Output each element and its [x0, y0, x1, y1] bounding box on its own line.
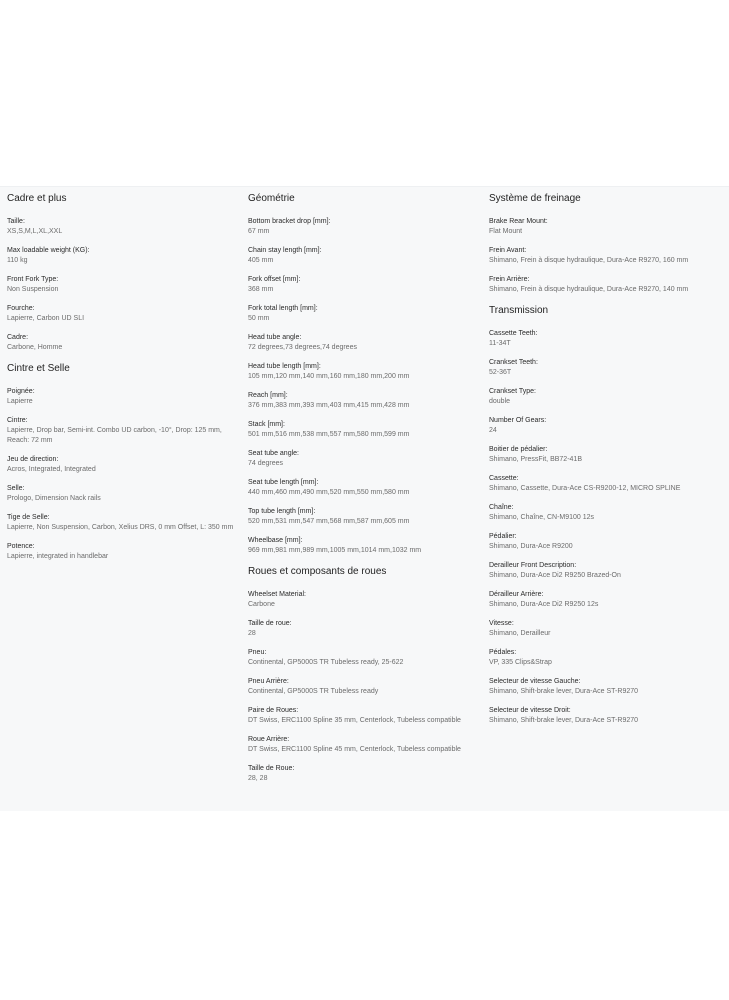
spec-item	[248, 391, 484, 411]
spec-column-2	[248, 193, 484, 794]
spec-label: Wheelset Material:	[248, 591, 306, 598]
spec-value: 520 mm,531 mm,547 mm,568 mm,587 mm,605 mm	[248, 518, 410, 525]
spec-item	[248, 706, 484, 726]
spec-label: Pneu Arrière:	[248, 678, 289, 685]
spec-label: Stack [mm]:	[248, 421, 285, 428]
spec-item	[489, 329, 725, 349]
spec-item	[7, 387, 243, 407]
spec-label: Paire de Roues:	[248, 707, 299, 714]
spec-item	[7, 455, 243, 475]
spec-value: 52-36T	[489, 369, 512, 376]
spec-item	[248, 677, 484, 697]
spec-value: 67 mm	[248, 228, 270, 235]
spec-label: Bottom bracket drop [mm]:	[248, 218, 331, 225]
spec-value: Lapierre	[7, 398, 33, 405]
spec-label: Roue Arrière:	[248, 736, 290, 743]
spec-item	[489, 648, 725, 668]
spec-item	[489, 590, 725, 610]
spec-label: Crankset Teeth:	[489, 359, 538, 366]
spec-item	[248, 619, 484, 639]
spec-item	[7, 217, 243, 237]
section-title: Géométrie	[248, 193, 295, 204]
spec-value: Shimano, Cassette, Dura-Ace CS-R9200-12, MICRO SPLINE	[489, 485, 681, 492]
spec-label: Wheelbase [mm]:	[248, 537, 303, 544]
spec-item	[248, 362, 484, 382]
spec-value: 110 kg	[7, 257, 28, 264]
spec-section	[7, 193, 243, 353]
spec-label: Cadre:	[7, 334, 29, 341]
spec-value: Shimano, Dura-Ace R9200	[489, 543, 573, 550]
spec-item	[248, 449, 484, 469]
spec-value: Flat Mount	[489, 228, 523, 235]
spec-label: Taille de roue:	[248, 620, 292, 627]
spec-item	[489, 532, 725, 552]
spec-item	[7, 333, 243, 353]
spec-label: Chaîne:	[489, 504, 514, 511]
spec-value: 28	[248, 630, 256, 637]
spec-value: Prologo, Dimension Nack rails	[7, 495, 101, 502]
spec-label: Potence:	[7, 543, 35, 550]
spec-label: Cassette Teeth:	[489, 330, 538, 337]
spec-value: DT Swiss, ERC1100 Spline 45 mm, Centerlock, Tubeless compatible	[248, 746, 461, 753]
spec-item	[489, 474, 725, 494]
spec-item	[248, 246, 484, 266]
spec-item	[248, 275, 484, 295]
spec-value: 368 mm	[248, 286, 274, 293]
spec-section	[248, 566, 484, 784]
spec-label: Fork offset [mm]:	[248, 276, 301, 283]
section-title: Système de freinage	[489, 193, 581, 204]
spec-value: Lapierre, integrated in handlebar	[7, 553, 109, 560]
spec-item	[489, 246, 725, 266]
spec-item	[489, 445, 725, 465]
spec-value: 969 mm,981 mm,989 mm,1005 mm,1014 mm,1032 mm	[248, 547, 422, 554]
spec-value: Shimano, Dura-Ace Di2 R9250 Brazed-On	[489, 572, 621, 579]
spec-column-3	[489, 193, 725, 736]
spec-item	[7, 246, 243, 266]
spec-value: Shimano, Shift-brake lever, Dura-Ace ST-R9270	[489, 717, 639, 724]
spec-value: 376 mm,383 mm,393 mm,403 mm,415 mm,428 mm	[248, 402, 410, 409]
spec-label: Number Of Gears:	[489, 417, 547, 424]
spec-label: Derailleur Front Description:	[489, 562, 577, 569]
spec-value: Lapierre, Non Suspension, Carbon, Xelius DRS, 0 mm Offset, L: 350 mm	[7, 524, 234, 531]
spec-label: Selle:	[7, 485, 25, 492]
section-title: Roues et composants de roues	[248, 566, 387, 577]
spec-value: DT Swiss, ERC1100 Spline 35 mm, Centerlock, Tubeless compatible	[248, 717, 461, 724]
spec-item	[489, 503, 725, 523]
spec-label: Taille:	[7, 218, 25, 225]
spec-item	[248, 507, 484, 527]
spec-label: Seat tube angle:	[248, 450, 299, 457]
spec-value: XS,S,M,L,XL,XXL	[7, 228, 63, 235]
spec-section	[489, 305, 725, 726]
spec-value: Carbone, Homme	[7, 344, 63, 351]
spec-value: Carbone	[248, 601, 275, 608]
spec-item	[7, 275, 243, 295]
spec-value: Continental, GP5000S TR Tubeless ready	[248, 688, 379, 695]
spec-label: Vitesse:	[489, 620, 514, 627]
spec-value: Shimano, Frein à disque hydraulique, Dura-Ace R9270, 140 mm	[489, 286, 689, 293]
spec-item	[248, 735, 484, 755]
spec-item	[248, 304, 484, 324]
spec-item	[248, 217, 484, 237]
spec-label: Pédalier:	[489, 533, 517, 540]
spec-label: Frein Arrière:	[489, 276, 530, 283]
spec-label: Frein Avant:	[489, 247, 527, 254]
spec-label: Pneu:	[248, 649, 267, 656]
spec-value: Continental, GP5000S TR Tubeless ready, 25-622	[248, 659, 404, 666]
spec-value: 28, 28	[248, 775, 268, 782]
spec-value: 105 mm,120 mm,140 mm,160 mm,180 mm,200 mm	[248, 373, 410, 380]
spec-value: Lapierre, Carbon UD SLI	[7, 315, 85, 322]
spec-item	[489, 619, 725, 639]
spec-label: Tige de Selle:	[7, 514, 50, 521]
spec-item	[248, 590, 484, 610]
spec-value: 405 mm	[248, 257, 274, 264]
section-title: Cadre et plus	[7, 193, 67, 204]
spec-label: Top tube length [mm]:	[248, 508, 316, 515]
spec-item	[248, 420, 484, 440]
spec-value: 24	[489, 427, 497, 434]
spec-value: Shimano, Shift-brake lever, Dura-Ace ST-R9270	[489, 688, 639, 695]
spec-value: Acros, Integrated, Integrated	[7, 466, 96, 473]
spec-label: Head tube angle:	[248, 334, 302, 341]
spec-item	[489, 561, 725, 581]
spec-value: 501 mm,516 mm,538 mm,557 mm,580 mm,599 mm	[248, 431, 410, 438]
spec-label: Chain stay length [mm]:	[248, 247, 322, 254]
spec-item	[7, 484, 243, 504]
spec-value: 50 mm	[248, 315, 270, 322]
spec-value: Shimano, Chaîne, CN-M9100 12s	[489, 514, 595, 521]
spec-item	[7, 304, 243, 324]
spec-label: Dérailleur Arrière:	[489, 591, 544, 598]
spec-value: 74 degrees	[248, 460, 284, 467]
spec-item	[248, 478, 484, 498]
spec-label: Jeu de direction:	[7, 456, 59, 463]
spec-item	[248, 648, 484, 668]
spec-label: Poignée:	[7, 388, 35, 395]
spec-section	[248, 193, 484, 556]
spec-section	[7, 363, 243, 562]
spec-label: Boitier de pédalier:	[489, 446, 548, 453]
spec-item	[489, 677, 725, 697]
spec-value: Shimano, Dura-Ace Di2 R9250 12s	[489, 601, 599, 608]
spec-item	[7, 513, 243, 533]
spec-item	[489, 275, 725, 295]
spec-label: Fork total length [mm]:	[248, 305, 318, 312]
spec-value: 72 degrees,73 degrees,74 degrees	[248, 344, 357, 351]
spec-item	[7, 542, 243, 562]
spec-item	[489, 387, 725, 407]
spec-value: 11-34T	[489, 340, 511, 347]
spec-section	[489, 193, 725, 295]
spec-item	[489, 706, 725, 726]
spec-item	[248, 764, 484, 784]
spec-value: 440 mm,460 mm,490 mm,520 mm,550 mm,580 mm	[248, 489, 410, 496]
spec-item	[7, 416, 243, 446]
spec-value: Non Suspension	[7, 286, 59, 293]
spec-item	[489, 217, 725, 237]
spec-label: Front Fork Type:	[7, 276, 59, 283]
specifications-panel	[0, 186, 729, 811]
spec-label: Cintre:	[7, 417, 28, 424]
section-title: Transmission	[489, 305, 549, 316]
spec-item	[248, 333, 484, 353]
spec-label: Reach [mm]:	[248, 392, 288, 399]
spec-label: Fourche:	[7, 305, 35, 312]
spec-label: Selecteur de vitesse Droit:	[489, 707, 571, 714]
spec-label: Crankset Type:	[489, 388, 536, 395]
spec-item	[248, 536, 484, 556]
spec-value: Shimano, Frein à disque hydraulique, Dura-Ace R9270, 160 mm	[489, 257, 689, 264]
spec-label: Seat tube length [mm]:	[248, 479, 319, 486]
spec-column-1	[7, 193, 243, 572]
spec-label: Taille de Roue:	[248, 765, 295, 772]
spec-item	[489, 358, 725, 378]
spec-value: double	[489, 398, 511, 405]
spec-value: Lapierre, Drop bar, Semi-int. Combo UD carbon, -10°, Drop: 125 mm, Reach: 72 mm	[7, 427, 222, 444]
spec-label: Max loadable weight (KG):	[7, 247, 90, 254]
spec-value: Shimano, Derailleur	[489, 630, 551, 637]
spec-label: Pédales:	[489, 649, 517, 656]
spec-label: Brake Rear Mount:	[489, 218, 548, 225]
spec-label: Selecteur de vitesse Gauche:	[489, 678, 581, 685]
spec-value: VP, 335 Clips&Strap	[489, 659, 552, 666]
spec-item	[489, 416, 725, 436]
spec-value: Shimano, PressFit, BB72-41B	[489, 456, 582, 463]
section-title: Cintre et Selle	[7, 363, 70, 374]
spec-label: Head tube length [mm]:	[248, 363, 321, 370]
spec-label: Cassette:	[489, 475, 519, 482]
